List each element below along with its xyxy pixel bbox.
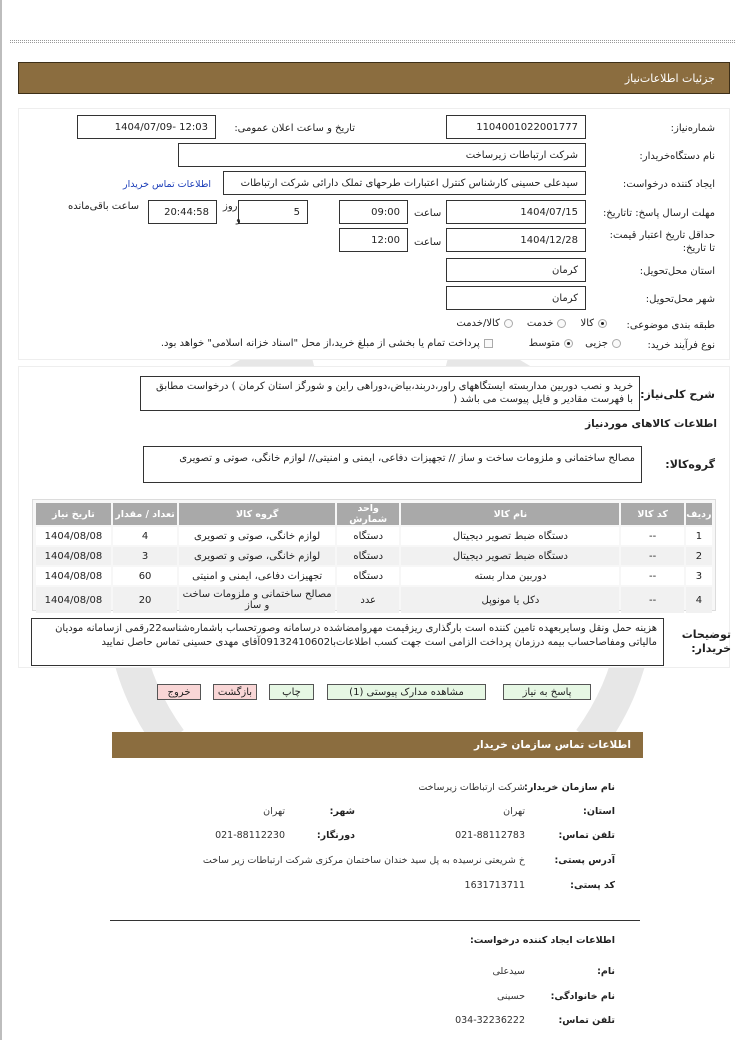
contact-phone-value: 021-88112783: [455, 830, 525, 841]
days-remaining-field: 5: [238, 200, 308, 224]
buyer-org-field: شرکت ارتباطات زیرساخت: [178, 143, 586, 167]
category-label: طبقه بندی موضوعی:: [626, 320, 715, 331]
cell-name: دوربین مدار بسته: [401, 567, 619, 585]
announce-label: تاریخ و ساعت اعلان عمومی:: [234, 123, 355, 134]
validity-date-field: 1404/12/28: [446, 228, 586, 252]
reply-button[interactable]: پاسخ به نیاز: [503, 684, 591, 700]
city-label: شهر محل‌تحویل:: [645, 294, 715, 305]
goods-table: [32, 499, 716, 611]
exit-button[interactable]: خروج: [157, 684, 201, 700]
cell-unit: دستگاه: [337, 547, 399, 565]
table-row: [36, 527, 712, 545]
remaining-time-field: 20:44:58: [148, 200, 217, 224]
col-code: کد کالا: [621, 503, 683, 525]
checkbox-icon[interactable]: [484, 339, 493, 348]
goods-info-title: اطلاعات کالاهای موردنیاز: [585, 418, 717, 430]
days-label: روز: [223, 201, 238, 212]
radio-icon[interactable]: [612, 339, 621, 348]
announce-datetime-field: 1404/07/09- 12:03: [77, 115, 216, 139]
contact-fax-value: 021-88112230: [215, 830, 285, 841]
cell-name: دستگاه ضبط تصویر دیجیتال: [401, 527, 619, 545]
buyer-org-label: نام دستگاه‌خریدار:: [639, 151, 715, 162]
cell-group: مصالح ساختمانی و ملزومات ساخت و ساز: [179, 587, 335, 613]
org-name-label: نام سازمان خریدار:: [524, 782, 615, 793]
table-row: [36, 547, 712, 565]
creator-label: ایجاد کننده درخواست:: [622, 179, 715, 190]
and-label: و: [236, 214, 241, 225]
col-row: ردیف: [686, 503, 712, 525]
creator-info-title: اطلاعات ایجاد کننده درخواست:: [469, 935, 615, 946]
buyer-contact-title: اطلاعات تماس سازمان خریدار: [474, 739, 631, 751]
col-unit: واحد شمارش: [337, 503, 399, 525]
goods-group-label: گروه‌کالا:: [665, 458, 715, 471]
col-date: تاریخ نیاز: [36, 503, 111, 525]
radio-icon[interactable]: [598, 319, 607, 328]
category-option-goods-service[interactable]: کالا/خدمت: [456, 318, 513, 329]
cell-unit: دستگاه: [337, 567, 399, 585]
category-option-goods[interactable]: کالا: [580, 318, 607, 329]
deadline-date-field: 1404/07/15: [446, 200, 586, 224]
creator-last-name-label: نام خانوادگی:: [550, 991, 615, 1002]
postal-code-value: 1631713711: [464, 880, 525, 891]
cell-name: دکل یا مونوپل: [401, 587, 619, 613]
top-divider: [10, 40, 735, 43]
process-label: نوع فرآیند خرید:: [647, 340, 715, 351]
description-label: شرح کلی‌نیاز:: [640, 388, 715, 401]
table-row: [36, 587, 712, 613]
cell-qty: 20: [113, 587, 177, 613]
page-title: جزئیات اطلاعات‌نیاز: [624, 72, 715, 85]
buyer-contact-link[interactable]: اطلاعات تماس خریدار: [123, 179, 212, 190]
org-name-value: شرکت ارتباطات زیرساخت: [418, 782, 525, 793]
address-value: خ شریعتی نرسیده به پل سید خندان ساختمان مرکزی شرکت ارتباطات زیر ساخت: [202, 855, 525, 866]
creator-last-name-value: حسینی: [497, 991, 525, 1002]
contact-province-label: استان:: [583, 806, 615, 817]
process-option-medium[interactable]: متوسط: [529, 338, 573, 349]
cell-code: --: [621, 567, 683, 585]
province-label: استان محل‌تحویل:: [639, 266, 715, 277]
cell-code: --: [621, 547, 683, 565]
cell-date: 1404/08/08: [36, 527, 111, 545]
treasury-checkbox[interactable]: پرداخت تمام یا بخشی از مبلغ خرید،از محل "اسناد خزانه اسلامی" خواهد بود.: [161, 338, 493, 349]
goods-table-grid: [34, 501, 714, 615]
contact-fax-label: دورنگار:: [316, 830, 355, 841]
section-divider: [110, 920, 640, 921]
cell-qty: 4: [113, 527, 177, 545]
buyer-notes-field: هزینه حمل ونقل وسایربعهده تامین کننده است بارگذاری ریزقیمت مهروامضاشده درسامانه وصورتحساب باشماره‌شناسه22رقمی ازسامانه مودیان مالیاتی ومفاصاحساب بیمه درزمان پرداخت الزامی است جهت کسب اطلاعات‌با09132410602آقای مهدی حسینی تماس حاصل نمایید: [31, 618, 664, 666]
validity-label: حداقل تاریخ اعتبار قیمت: تا تاریخ:: [609, 230, 715, 254]
cell-group: لوازم خانگی، صوتی و تصویری: [179, 527, 335, 545]
cell-date: 1404/08/08: [36, 547, 111, 565]
city-field: کرمان: [446, 286, 586, 310]
deadline-time-field: 09:00: [339, 200, 408, 224]
creator-field: سیدعلی حسینی کارشناس کنترل اعتبارات طرحهای تملک دارائی شرکت ارتباطات: [223, 171, 586, 195]
remaining-time-label: ساعت باقی‌مانده: [68, 201, 140, 212]
process-option-minor[interactable]: جزیی: [585, 338, 621, 349]
col-group: گروه کالا: [179, 503, 335, 525]
radio-icon[interactable]: [564, 339, 573, 348]
cell-unit: عدد: [337, 587, 399, 613]
cell-unit: دستگاه: [337, 527, 399, 545]
need-number-field: 1104001022001777: [446, 115, 586, 139]
validity-time-label: ساعت: [414, 237, 442, 248]
contact-province-value: تهران: [503, 806, 525, 817]
cell-row: 1: [686, 527, 712, 545]
cell-qty: 60: [113, 567, 177, 585]
buyer-notes-label: توضیحات خریدار:: [681, 628, 731, 655]
creator-first-name-value: سیدعلی: [492, 966, 525, 977]
page-header: [18, 62, 730, 94]
radio-icon[interactable]: [504, 319, 513, 328]
attachments-button[interactable]: مشاهده مدارک پیوستی (1): [327, 684, 486, 700]
address-label: آدرس پستی:: [554, 855, 615, 866]
description-field: خرید و نصب دوربین مداربسته ایستگاههای راور،دربند،بیاض،دوراهی راین و شورگز استان کرمان ) درخواست مطابق با فهرست مقادیر و فایل پیوست می باشد (: [140, 376, 640, 411]
province-field: کرمان: [446, 258, 586, 282]
radio-icon[interactable]: [557, 319, 566, 328]
table-header-row: [36, 503, 712, 525]
process-radio-group: [147, 338, 621, 349]
cell-row: 4: [686, 587, 712, 613]
contact-phone-label: تلفن تماس:: [558, 830, 615, 841]
category-radio-group: [442, 318, 607, 329]
cell-name: دستگاه ضبط تصویر دیجیتال: [401, 547, 619, 565]
contact-city-label: شهر:: [329, 806, 355, 817]
contact-city-value: تهران: [263, 806, 285, 817]
cell-date: 1404/08/08: [36, 587, 111, 613]
print-button[interactable]: چاپ: [269, 684, 314, 700]
cell-code: --: [621, 587, 683, 613]
category-option-service[interactable]: خدمت: [527, 318, 567, 329]
creator-phone-value: 034-32236222: [455, 1015, 525, 1026]
cell-qty: 3: [113, 547, 177, 565]
creator-first-name-label: نام:: [597, 966, 615, 977]
left-border: [0, 0, 2, 1040]
table-row: [36, 567, 712, 585]
buyer-contact-header: [112, 732, 643, 758]
creator-phone-label: تلفن تماس:: [558, 1015, 615, 1026]
cell-group: لوازم خانگی، صوتی و تصویری: [179, 547, 335, 565]
cell-row: 2: [686, 547, 712, 565]
postal-code-label: کد پستی:: [570, 880, 615, 891]
cell-group: تجهیزات دفاعی، ایمنی و امنیتی: [179, 567, 335, 585]
need-number-label: شماره‌نیاز:: [670, 123, 715, 134]
cell-code: --: [621, 527, 683, 545]
back-button[interactable]: بازگشت: [213, 684, 257, 700]
col-name: نام کالا: [401, 503, 619, 525]
deadline-label: مهلت ارسال پاسخ: تاتاریخ:: [602, 208, 715, 219]
col-qty: تعداد / مقدار: [113, 503, 177, 525]
cell-date: 1404/08/08: [36, 567, 111, 585]
goods-group-field: مصالح ساختمانی و ملزومات ساخت و ساز // تجهیزات دفاعی، ایمنی و امنیتی// لوازم خانگی، صوتی و تصویری: [143, 446, 642, 483]
deadline-time-label: ساعت: [414, 208, 442, 219]
cell-row: 3: [686, 567, 712, 585]
validity-time-field: 12:00: [339, 228, 408, 252]
